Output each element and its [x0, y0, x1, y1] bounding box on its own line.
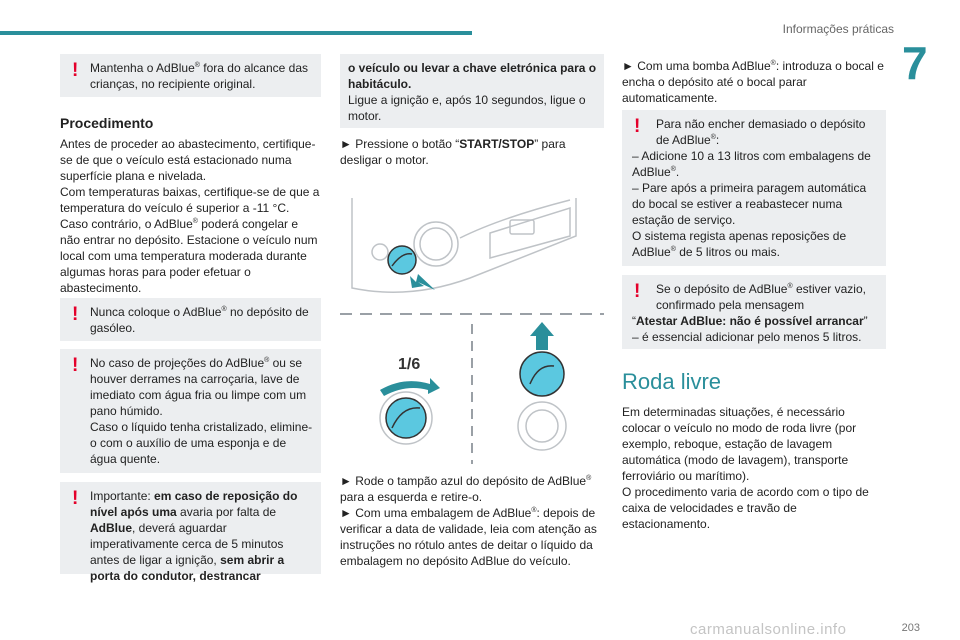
warning-box-spills: ! No caso de projeções do AdBlue® ou se houver derrames na carroçaria, lave de imediato com água fria ou limpe com um pano húmido. Caso o líquido tenha cristalizado, elimine-o com o auxílio de uma esponja e de água quente. [60, 349, 321, 473]
rotation-fraction-label: 1/6 [398, 356, 421, 373]
warning-icon: ! [72, 60, 79, 81]
free-wheel-text: Em determinadas situações, é necessário colocar o veículo no modo de roda livre (por exemplo, reboque, estação de lavagem automática (modo de lavagem), transporte ferroviário ou marítimo). O procedimento varia de acordo com o tipo de caixa de velocidades e travão de estacionamento. [622, 405, 869, 531]
warning-box-diesel: ! Nunca coloque o AdBlue® no depósito de gasóleo. [60, 298, 321, 341]
warning-icon: ! [72, 488, 79, 509]
blue-cap-removed [518, 352, 566, 450]
up-arrow [530, 322, 554, 350]
warning-box-overfill: ! Para não encher demasiado o depósito de AdBlue®: – Adicione 10 a 13 litros com embalagens de AdBlue®. – Pare após a primeira paragem automática do bocal se estiver a reabastecer numa estação de serviço. O sistema regista apenas reposições de AdBlue® de 5 litros ou mais. [622, 110, 886, 266]
adblue-cap-illustration [340, 178, 604, 468]
step-remove-cap: ► Rode o tampão azul do depósito de AdBlue® para a esquerda e retire-o. ► Com uma embalagem de AdBlue®: depois de verificar a data de validade, leia com atenção as instruções no rótulo antes de deitar o líquido da embalagem no depósito AdBlue do veículo. [340, 474, 597, 568]
section-title: Informações práticas [782, 22, 894, 36]
procedure-text: Antes de proceder ao abastecimento, certifique-se de que o veículo está estacionado numa superfície plana e nivelada. Com temperaturas baixas, certifique-se de que a temperatura do veículo é superior a -11 °C. Caso contrário, o AdBlue® poderá congelar e não entrar no depósito. Estacione o veículo num local com uma temperatura moderada durante algumas horas para poder efetuar o abastecimento. [60, 137, 320, 295]
rotate-arrow [380, 378, 440, 396]
warning-box-reach: ! Mantenha o AdBlue® fora do alcance das crianças, no recipiente original. [60, 54, 321, 97]
warning-icon: ! [72, 355, 79, 376]
warning-icon: ! [634, 116, 641, 137]
arrow-pointer [410, 274, 435, 290]
warning-box-empty-tank: ! Se o depósito de AdBlue® estiver vazio, confirmado pela mensagem “Atestar AdBlue: não é possível arrancar” – é essencial adicionar pelo menos 5 litros. [622, 275, 886, 349]
continued-warning-text: o veículo ou levar a chave eletrónica para o habitáculo. Ligue a ignição e, após 10 segundos, ligue o motor. [348, 61, 597, 123]
header-accent-bar [0, 31, 472, 35]
blue-cap-rotate [380, 392, 432, 444]
free-wheel-heading: Roda livre [622, 369, 722, 394]
warning-box-important: ! Importante: em caso de reposição do nível após uma avaria por falta de AdBlue, deverá aguardar imperativamente cerca de 5 minutos antes de ligar a ignição, sem abrir a porta do condutor, destrancar [60, 482, 321, 574]
chapter-number: 7 [902, 37, 928, 89]
step-pump: ► Com uma bomba AdBlue®: introduza o bocal e encha o depósito até o bocal parar automaticamente. [622, 59, 884, 105]
illustration-svg [340, 178, 604, 468]
filler-area-drawing [352, 198, 576, 292]
watermark-text: carmanualsonline.info [690, 621, 847, 638]
procedure-heading: Procedimento [60, 115, 154, 131]
blue-cap-top [388, 246, 416, 274]
warning-icon: ! [72, 304, 79, 325]
page-number: 203 [901, 622, 920, 634]
step-stop-engine: ► Pressione o botão “START/STOP” para desligar o motor. [340, 137, 566, 167]
warning-icon: ! [634, 281, 641, 302]
